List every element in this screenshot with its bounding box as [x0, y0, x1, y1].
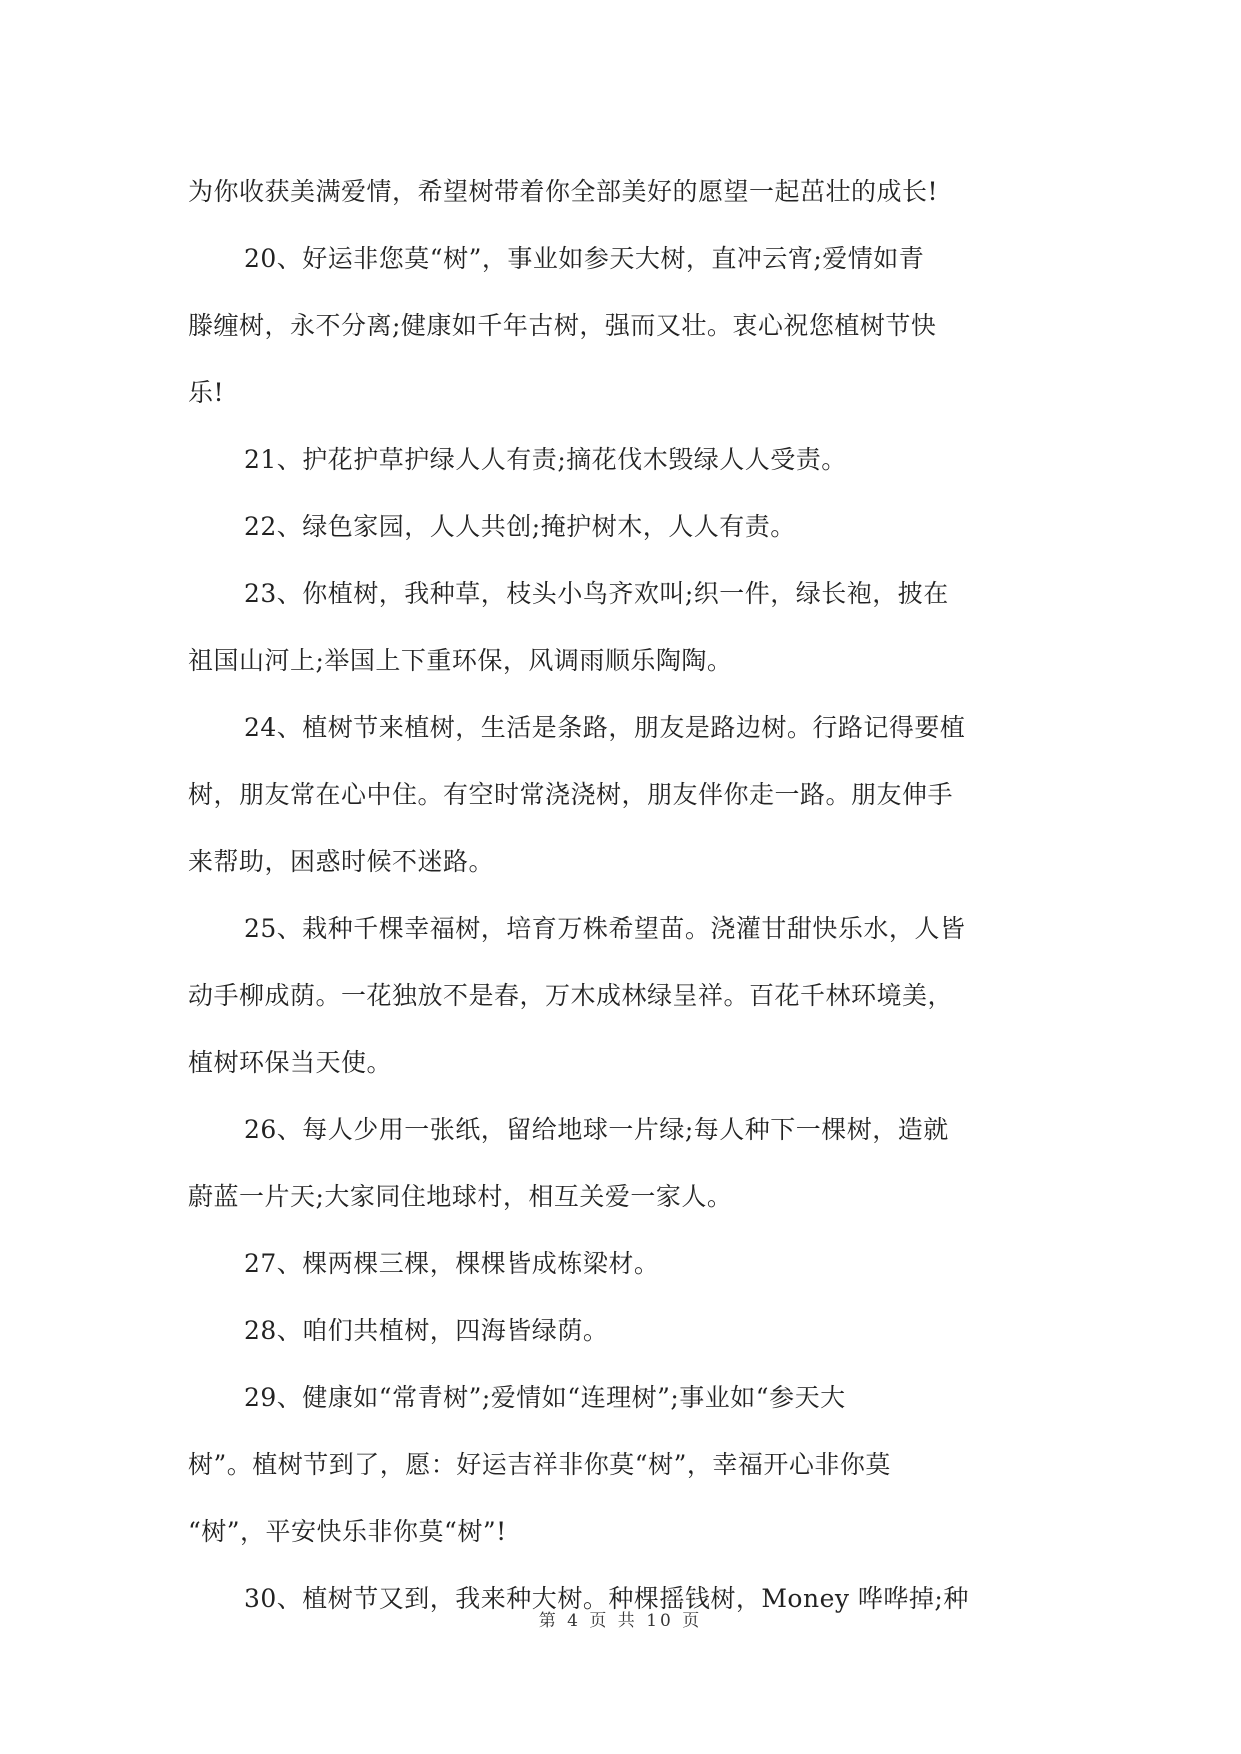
text-line: 29、健康如“常青树”;爱情如“连理树”;事业如“参天大 — [244, 1383, 846, 1412]
text-line: 树，朋友常在心中住。有空时常浇浇树，朋友伴你走一路。朋友伸手 — [188, 780, 954, 809]
text-line: 来帮助，困惑时候不迷路。 — [188, 847, 495, 876]
text-line: 25、栽种千棵幸福树，培育万株希望苗。浇灌甘甜快乐水，人皆 — [244, 914, 966, 943]
text-line: 动手柳成荫。一花独放不是春，万木成林绿呈祥。百花千林环境美， — [188, 981, 954, 1010]
text-line: “树”，平安快乐非你莫“树”! — [188, 1517, 507, 1546]
text-line: 祖国山河上;举国上下重环保，风调雨顺乐陶陶。 — [188, 646, 733, 675]
page-footer: 第 4 页 共 10 页 — [538, 1611, 703, 1631]
text-line: 30、植树节又到，我来种大树。种棵摇钱树，Money 哗哗掉;种 — [244, 1584, 969, 1613]
text-line: 26、每人少用一张纸，留给地球一片绿;每人种下一棵树，造就 — [244, 1115, 949, 1144]
text-line: 28、咱们共植树，四海皆绿荫。 — [244, 1316, 609, 1345]
text-line: 植树环保当天使。 — [188, 1048, 393, 1077]
text-line: 树”。植树节到了，愿：好运吉祥非你莫“树”，幸福开心非你莫 — [188, 1450, 891, 1479]
text-line: 22、绿色家园，人人共创;掩护树木，人人有责。 — [244, 512, 796, 541]
text-line: 20、好运非您莫“树”，事业如参天大树，直冲云宵;爱情如青 — [244, 244, 925, 273]
text-line: 27、棵两棵三棵，棵棵皆成栋梁材。 — [244, 1249, 660, 1278]
text-line: 滕缠树，永不分离;健康如千年古树，强而又壮。衷心祝您植树节快 — [188, 311, 937, 340]
text-line: 蔚蓝一片天;大家同住地球村，相互关爱一家人。 — [188, 1182, 733, 1211]
text-line: 乐! — [188, 378, 225, 407]
text-line: 21、护花护草护绿人人有责;摘花伐木毁绿人人受责。 — [244, 445, 847, 474]
body-text — [188, 158, 1058, 1632]
text-line: 24、植树节来植树，生活是条路，朋友是路边树。行路记得要植 — [244, 713, 966, 742]
text-line: 23、你植树，我种草，枝头小鸟齐欢叫;织一件，绿长袍，披在 — [244, 579, 949, 608]
text-line: 为你收获美满爱情，希望树带着你全部美好的愿望一起茁壮的成长! — [188, 177, 939, 206]
